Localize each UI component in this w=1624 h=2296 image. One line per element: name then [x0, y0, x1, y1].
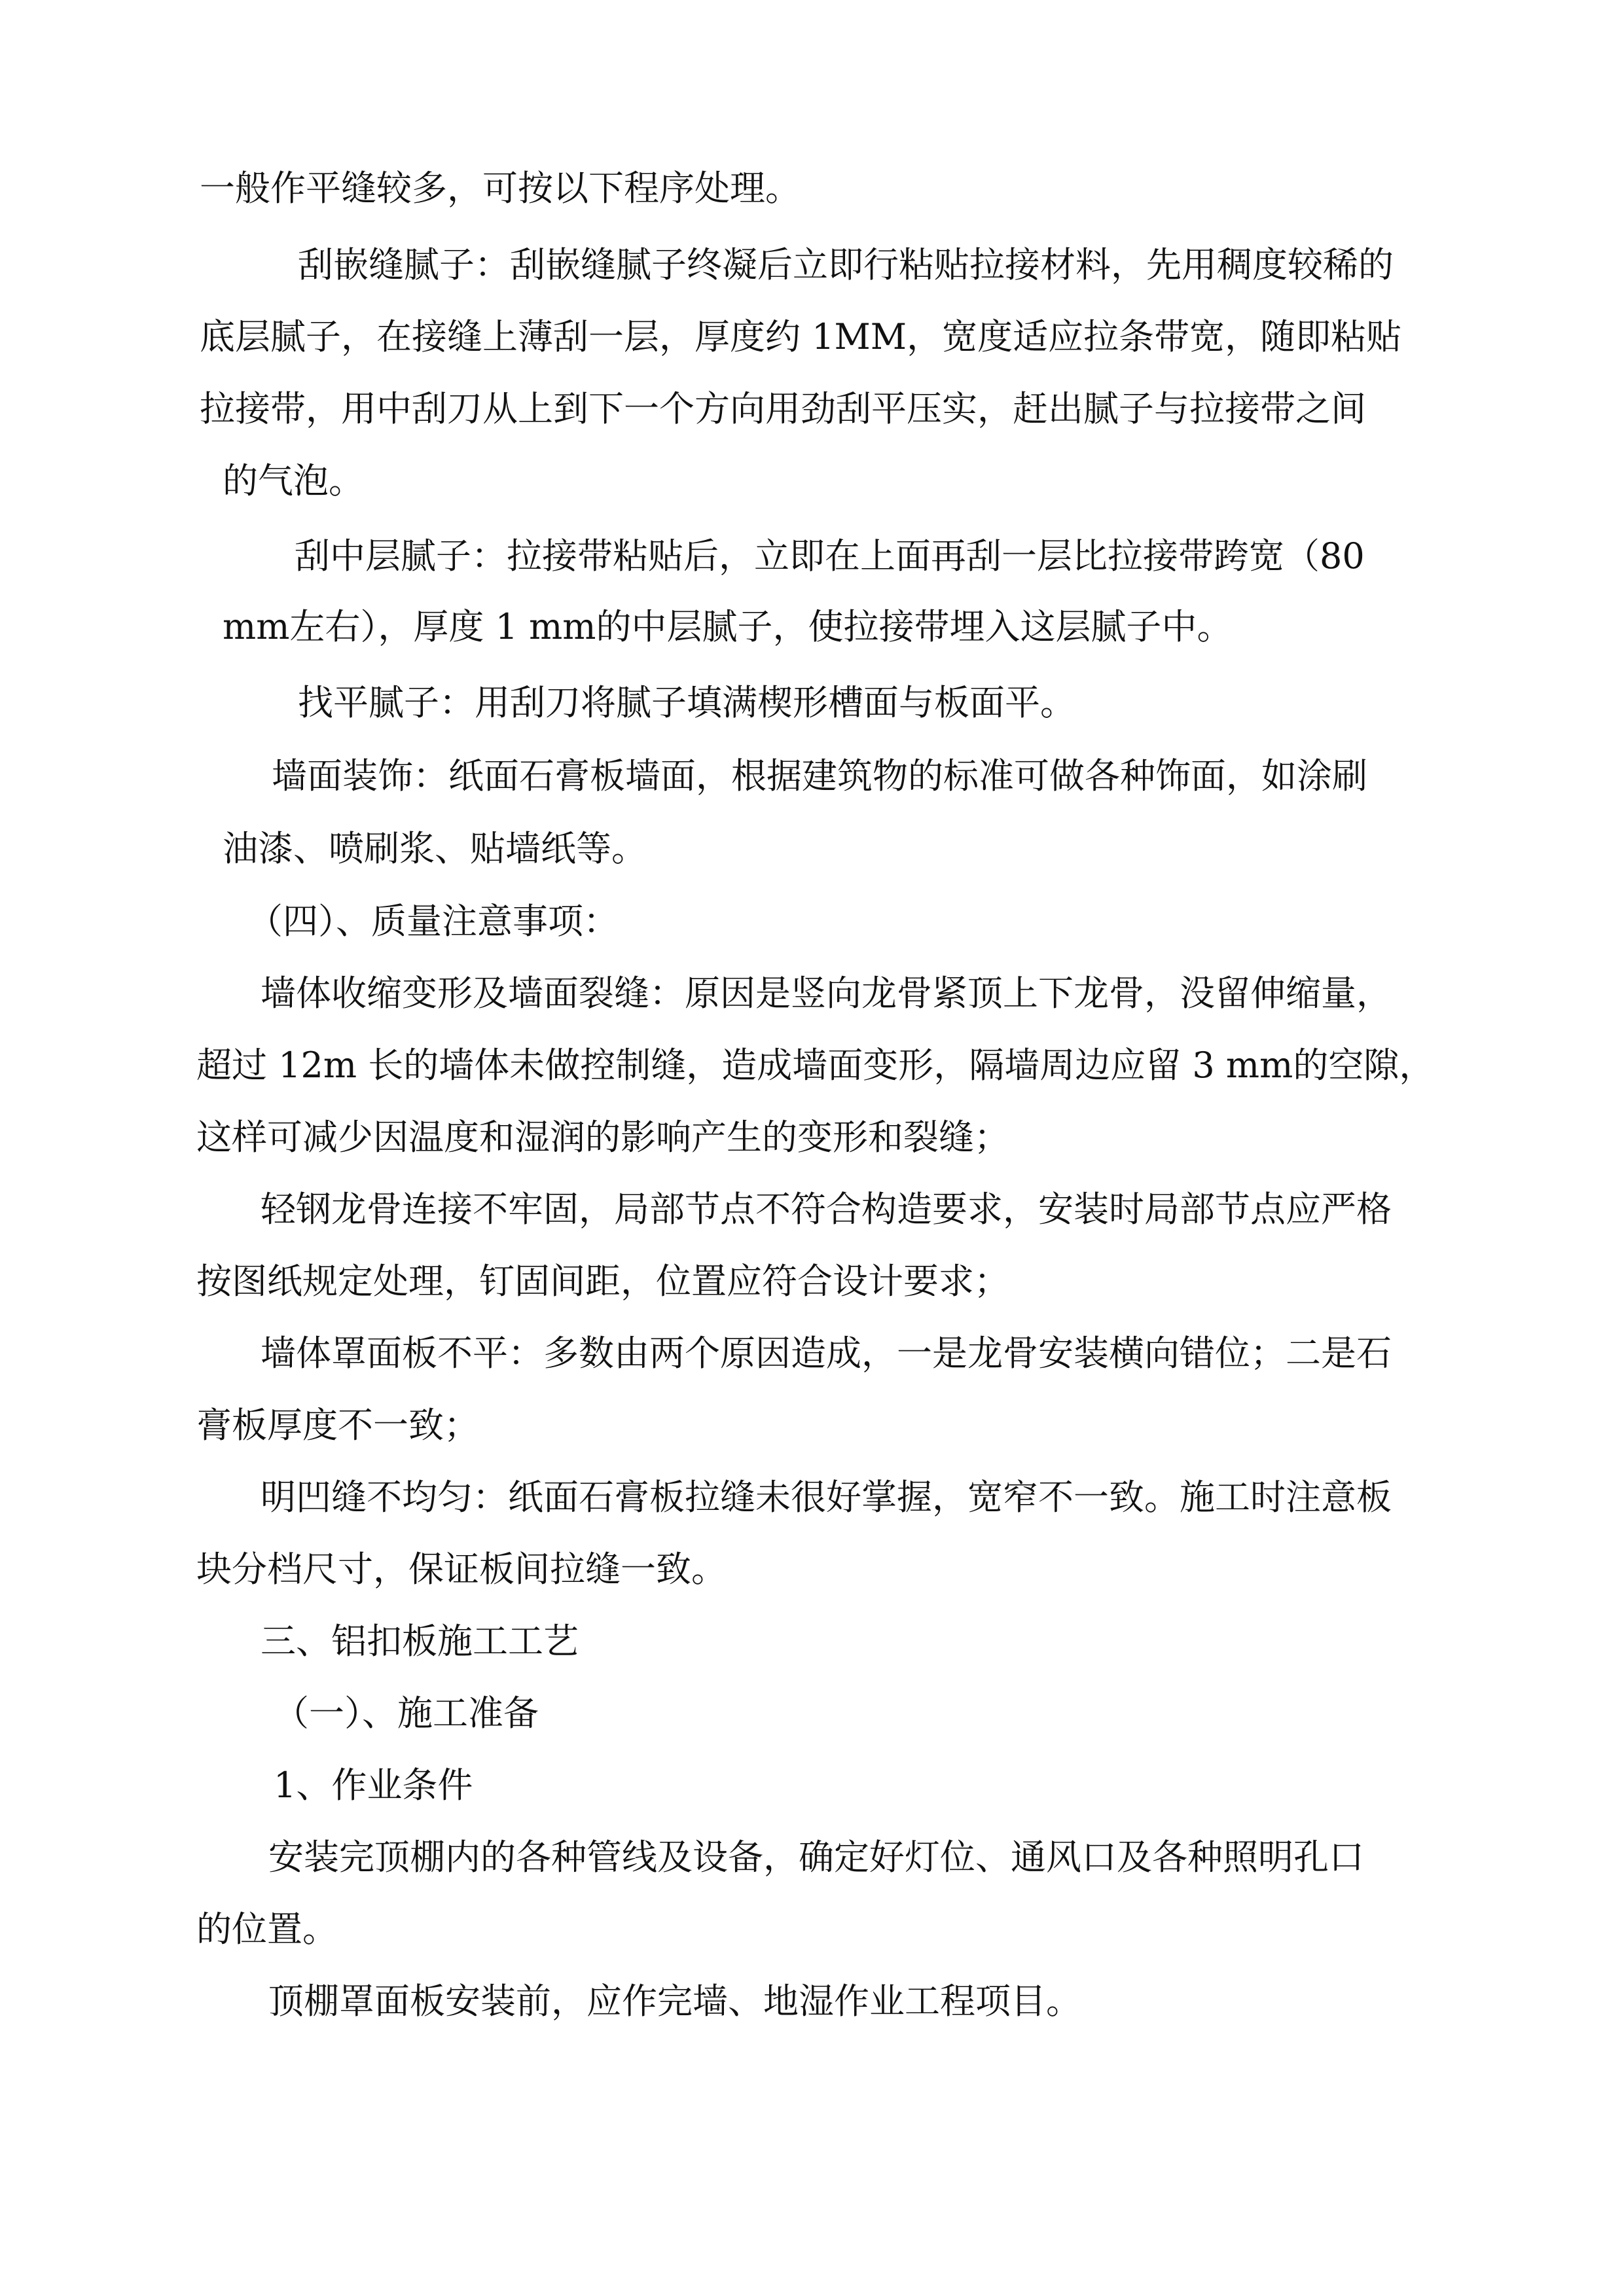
section-heading: （一）、施工准备: [274, 1693, 539, 1734]
section-heading: 1、作业条件: [274, 1765, 473, 1806]
text-line: 的位置。: [196, 1909, 338, 1950]
text-line: 明凹缝不均匀：纸面石膏板拉缝未很好掌握，宽窄不一致。施工时注意板: [261, 1477, 1392, 1518]
text-line: 墙体收缩变形及墙面裂缝：原因是竖向龙骨紧顶上下龙骨，没留伸缩量，: [261, 973, 1392, 1014]
text-line: 按图纸规定处理，钉固间距，位置应符合设计要求；: [196, 1261, 1009, 1302]
text-line: 顶棚罩面板安装前，应作完墙、地湿作业工程项目。: [268, 1981, 1081, 2022]
text-line: 找平腻子：用刮刀将腻子填满楔形槽面与板面平。: [298, 682, 1075, 723]
text-line: 这样可减少因温度和湿润的影响产生的变形和裂缝；: [196, 1117, 1009, 1158]
text-line: 刮嵌缝腻子：刮嵌缝腻子终凝后立即行粘贴拉接材料，先用稠度较稀的: [298, 244, 1394, 285]
text-line: 一般作平缝较多，可按以下程序处理。: [200, 168, 801, 209]
text-line: 拉接带，用中刮刀从上到下一个方向用劲刮平压实，赶出腻子与拉接带之间: [200, 388, 1366, 429]
text-line: mm左右），厚度 1 mm的中层腻子，使拉接带埋入这层腻子中。: [223, 606, 1233, 647]
text-line: 块分档尺寸，保证板间拉缝一致。: [196, 1549, 727, 1590]
text-line: 超过 12m 长的墙体未做控制缝，造成墙面变形，隔墙周边应留 3 mm的空隙，: [196, 1045, 1435, 1086]
section-heading: 三、铝扣板施工工艺: [261, 1621, 579, 1662]
text-line: 膏板厚度不一致；: [196, 1405, 479, 1446]
text-line: 墙体罩面板不平：多数由两个原因造成，一是龙骨安装横向错位；二是石: [261, 1333, 1392, 1374]
text-line: 刮中层腻子：拉接带粘贴后，立即在上面再刮一层比拉接带跨宽（80: [295, 535, 1365, 577]
text-line: 底层腻子，在接缝上薄刮一层，厚度约 1MM，宽度适应拉条带宽，随即粘贴: [200, 316, 1402, 357]
section-heading: （四）、质量注意事项：: [247, 901, 619, 942]
text-line: 墙面装饰：纸面石膏板墙面，根据建筑物的标准可做各种饰面，如涂刷: [272, 755, 1367, 797]
text-line: 安装完顶棚内的各种管线及设备，确定好灯位、通风口及各种照明孔口: [268, 1837, 1364, 1878]
text-line: 轻钢龙骨连接不牢固，局部节点不符合构造要求，安装时局部节点应严格: [261, 1189, 1392, 1230]
text-line: 油漆、喷刷浆、贴墙纸等。: [223, 828, 647, 869]
text-line: 的气泡。: [223, 460, 364, 501]
